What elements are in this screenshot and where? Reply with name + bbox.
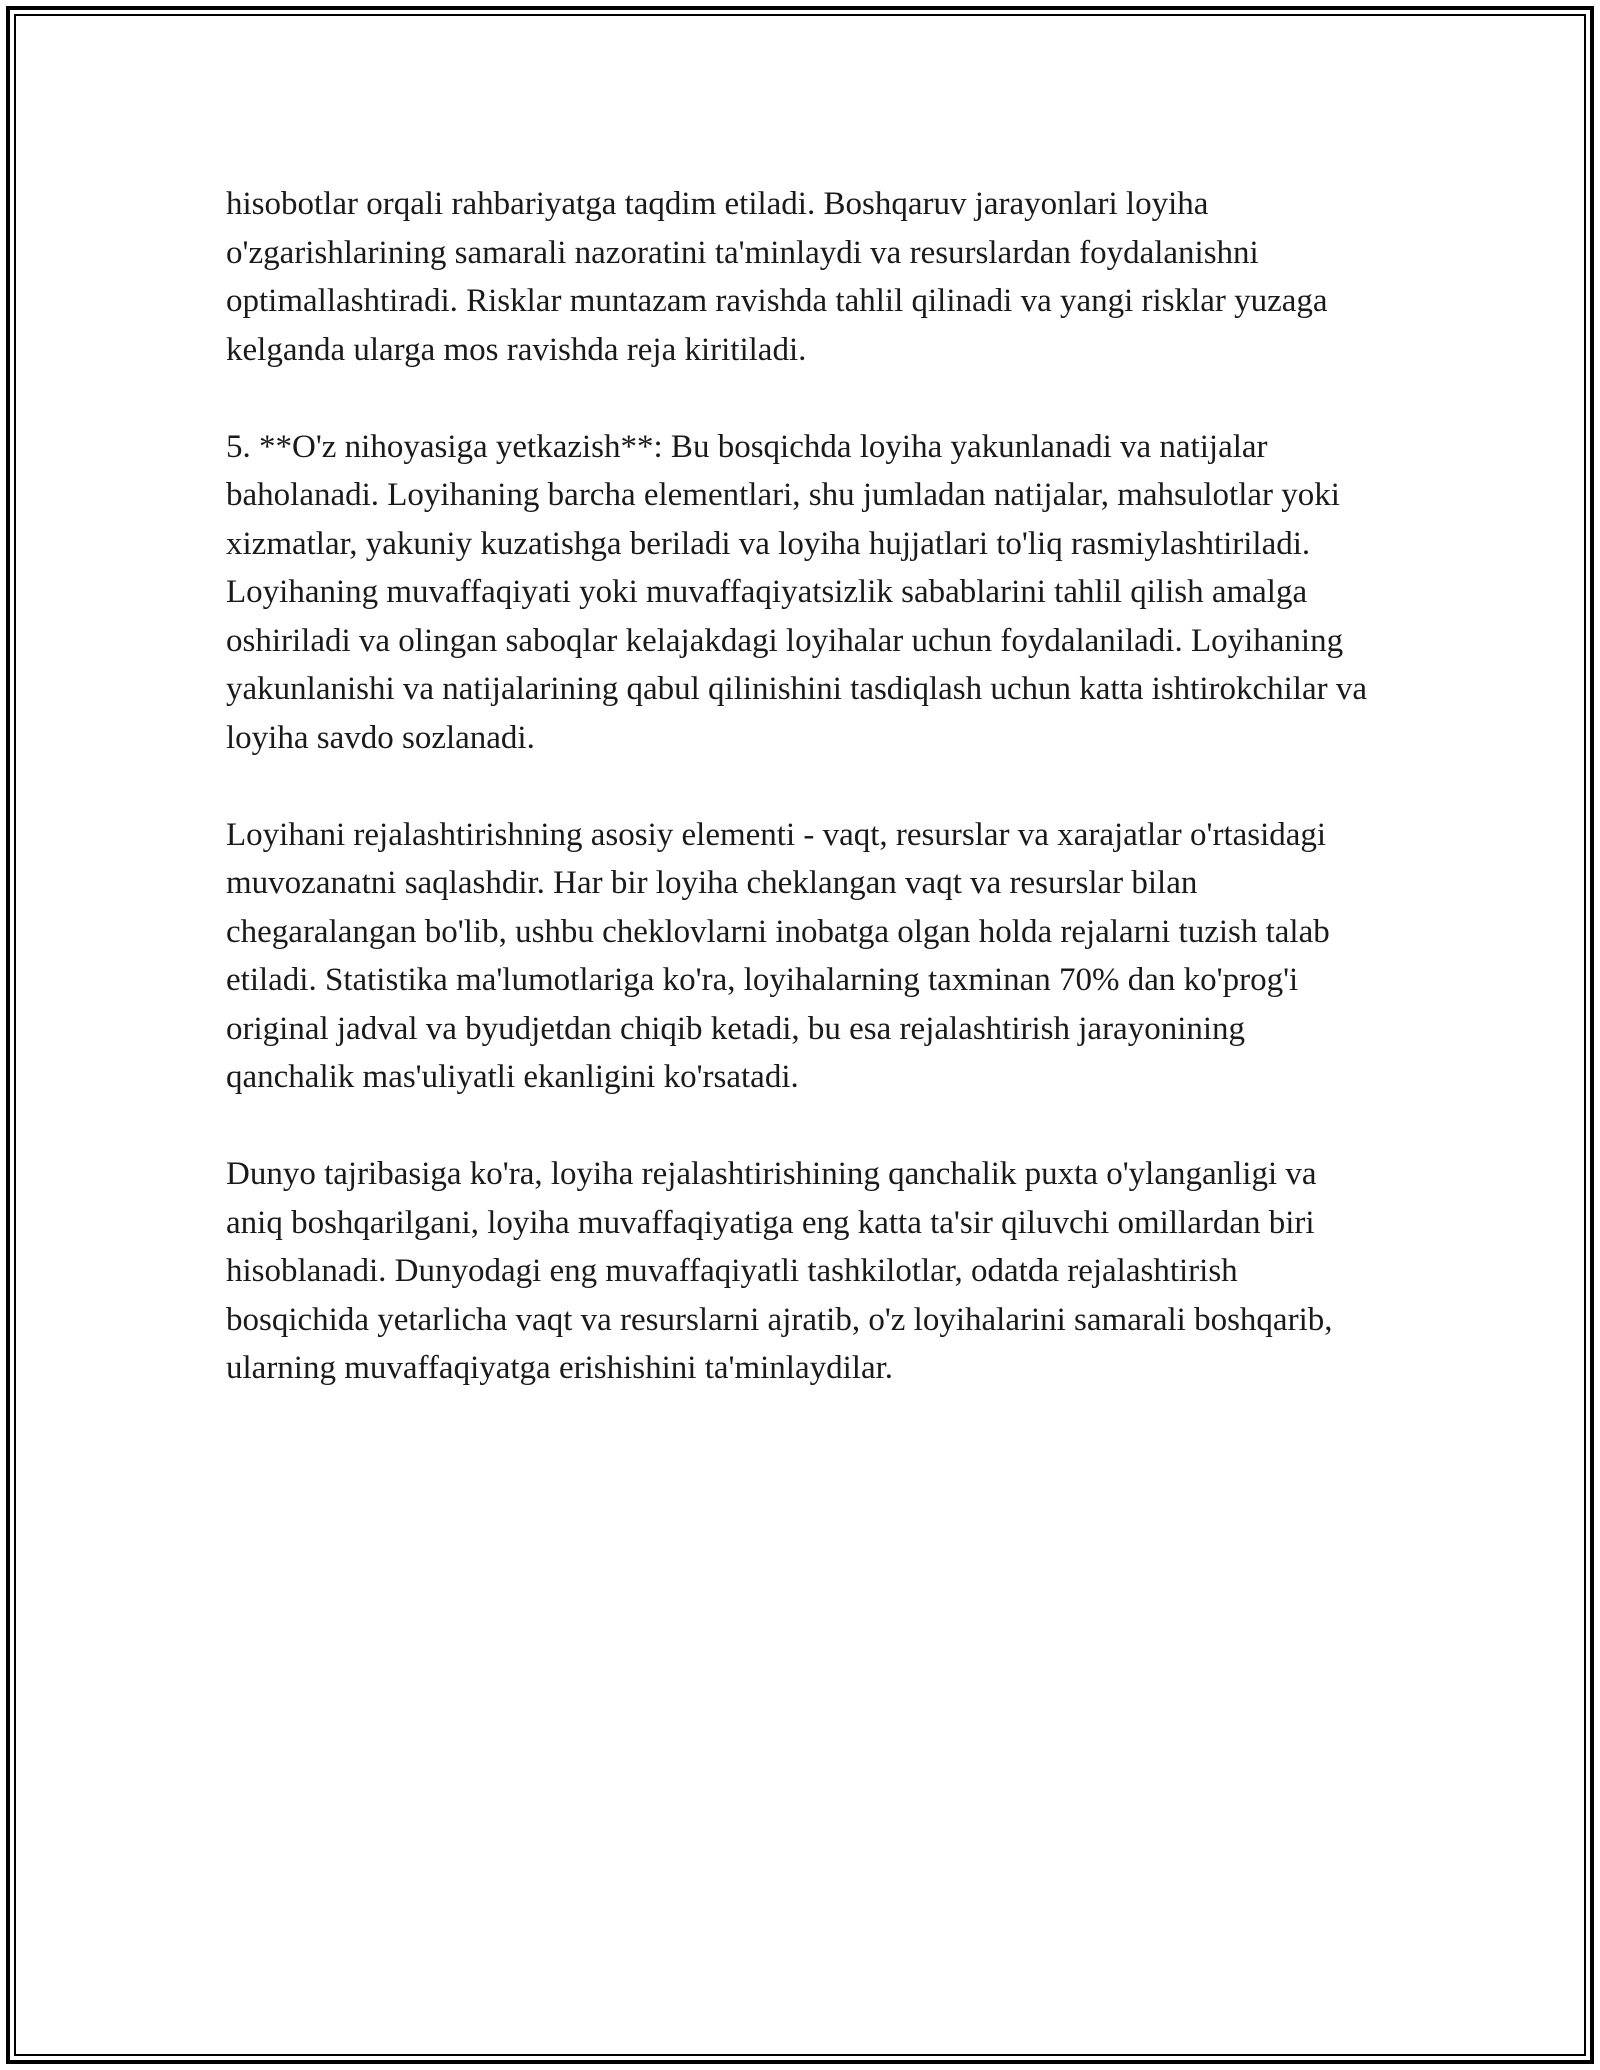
paragraph-planning-balance: Loyihani rejalashtirishning asosiy elementi - vaqt, resurslar va xarajatlar o'rtasidagi muvozanatni saqlashdir. Har bir loyiha cheklangan vaqt va resurslar bilan chegaralangan bo'lib, ushbu cheklovlarni inobatga olgan holda rejalarni tuzish talab etiladi. Statistika ma'lumotlariga ko'ra, loyihalarning taxminan 70% dan ko'prog'i original jadval va byudjetdan chiqib ketadi, bu esa rejalashtirish jarayonining qanchalik mas'uliyatli ekanligini ko'rsatadi. <box>226 816 1330 1095</box>
document-body <box>226 180 1376 1441</box>
paragraph-reporting: hisobotlar orqali rahbariyatga taqdim etiladi. Boshqaruv jarayonlari loyiha o'zgarishlarining samarali nazoratini ta'minlaydi va resurslardan foydalanishni optimallashtiradi. Risklar muntazam ravishda tahlil qilinadi va yangi risklar yuzaga kelganda ularga mos ravishda reja kiritiladi. <box>226 186 1328 368</box>
paragraph-completion-stage: 5. **O'z nihoyasiga yetkazish**: Bu bosqichda loyiha yakunlanadi va natijalar baholanadi. Loyihaning barcha elementlari, shu jumladan natijalar, mahsulotlar yoki xizmatlar, yakuniy kuzatishga beriladi va loyiha hujjatlari to'liq rasmiylashtiriladi. Loyihaning muvaffaqiyati yoki muvaffaqiyatsizlik sabablarini tahlil qilish amalga oshiriladi va olingan saboqlar kelajakdagi loyihalar uchun foydalaniladi. Loyihaning yakunlanishi va natijalarining qabul qilinishini tasdiqlash uchun katta ishtirokchilar va loyiha savdo sozlanadi. <box>226 428 1368 756</box>
paragraph-world-experience: Dunyo tajribasiga ko'ra, loyiha rejalashtirishining qanchalik puxta o'ylanganligi va aniq boshqarilgani, loyiha muvaffaqiyatiga eng katta ta'sir qiluvchi omillardan biri hisoblanadi. Dunyodagi eng muvaffaqiyatli tashkilotlar, odatda rejalashtirish bosqichida yetarlicha vaqt va resurslarni ajratib, o'z loyihalarini samarali boshqarib, ularning muvaffaqiyatga erishishini ta'minlaydilar. <box>226 1156 1333 1386</box>
